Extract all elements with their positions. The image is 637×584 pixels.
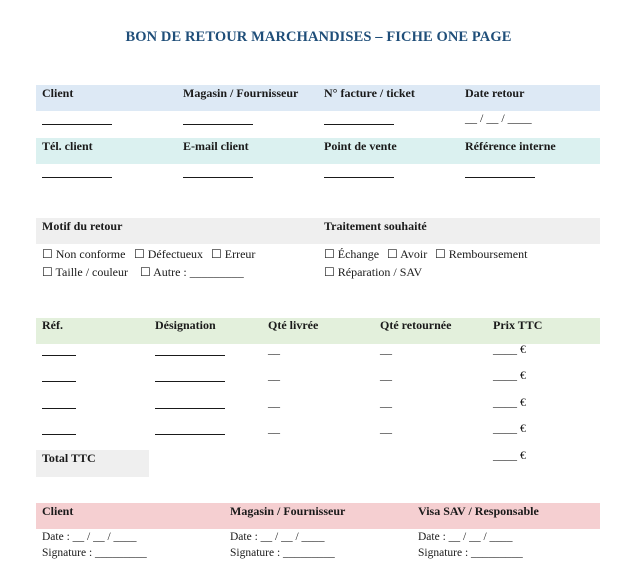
invoice-label: N° facture / ticket bbox=[324, 86, 415, 100]
invoice-field[interactable] bbox=[324, 124, 394, 125]
column-header-qty-returned: Qté retournée bbox=[380, 318, 452, 332]
table-row-designation-field[interactable] bbox=[155, 355, 225, 356]
table-row-qty-returned[interactable]: __ bbox=[380, 342, 392, 356]
treatment-option-avoir[interactable]: ☐ Avoir bbox=[387, 247, 428, 261]
signature-visa-sign[interactable]: Signature : _________ bbox=[418, 547, 523, 559]
table-row-qty-delivered[interactable]: __ bbox=[268, 368, 280, 382]
reason-label: Motif du retour bbox=[42, 219, 123, 233]
supplier-label: Magasin / Fournisseur bbox=[183, 86, 299, 100]
column-header-designation: Désignation bbox=[155, 318, 216, 332]
treatment-option-remboursement[interactable]: ☐ Remboursement bbox=[435, 247, 528, 261]
email-label: E-mail client bbox=[183, 139, 249, 153]
reason-option-autre[interactable]: ☐ Autre : _________ bbox=[140, 265, 244, 279]
reason-option-nonconforme[interactable]: ☐ Non conforme bbox=[42, 247, 126, 261]
treatment-option-reparation[interactable]: ☐ Réparation / SAV bbox=[324, 265, 423, 279]
table-row-qty-delivered[interactable]: __ bbox=[268, 395, 280, 409]
signature-client-label: Client bbox=[42, 504, 74, 518]
page-title: BON DE RETOUR MARCHANDISES – FICHE ONE PAGE bbox=[125, 29, 512, 45]
reference-label: Référence interne bbox=[465, 139, 556, 153]
table-row-price[interactable]: ____ € bbox=[493, 342, 526, 356]
reason-option-erreur[interactable]: ☐ Erreur bbox=[211, 247, 256, 261]
store-label: Point de vente bbox=[324, 139, 397, 153]
table-row-designation-field[interactable] bbox=[155, 434, 225, 435]
treatment-option-echange[interactable]: ☐ Échange bbox=[324, 247, 380, 261]
return-date-label: Date retour bbox=[465, 86, 525, 100]
table-row-designation-field[interactable] bbox=[155, 381, 225, 382]
phone-field[interactable] bbox=[42, 177, 112, 178]
reference-field[interactable] bbox=[465, 177, 535, 178]
total-label: Total TTC bbox=[42, 451, 96, 465]
table-row-qty-delivered[interactable]: __ bbox=[268, 421, 280, 435]
table-row-ref-field[interactable] bbox=[42, 434, 76, 435]
column-header-ref: Réf. bbox=[42, 318, 63, 332]
table-row-qty-returned[interactable]: __ bbox=[380, 395, 392, 409]
signature-supplier-sign[interactable]: Signature : _________ bbox=[230, 547, 335, 559]
signature-visa-label: Visa SAV / Responsable bbox=[418, 504, 539, 518]
table-row-qty-returned[interactable]: __ bbox=[380, 368, 392, 382]
treatment-label: Traitement souhaité bbox=[324, 219, 427, 233]
table-row-price[interactable]: ____ € bbox=[493, 395, 526, 409]
table-row-ref-field[interactable] bbox=[42, 408, 76, 409]
reason-option-defectueux[interactable]: ☐ Défectueux bbox=[134, 247, 204, 261]
supplier-field[interactable] bbox=[183, 124, 253, 125]
table-row-designation-field[interactable] bbox=[155, 408, 225, 409]
signature-client-sign[interactable]: Signature : _________ bbox=[42, 547, 147, 559]
column-header-qty-delivered: Qté livrée bbox=[268, 318, 319, 332]
return-date-field[interactable]: __ / __ / ____ bbox=[465, 111, 532, 125]
phone-label: Tél. client bbox=[42, 139, 93, 153]
table-row-price[interactable]: ____ € bbox=[493, 421, 526, 435]
email-field[interactable] bbox=[183, 177, 253, 178]
signature-supplier-label: Magasin / Fournisseur bbox=[230, 504, 346, 518]
table-row-price[interactable]: ____ € bbox=[493, 368, 526, 382]
total-price-field[interactable]: ____ € bbox=[493, 448, 526, 462]
table-row-ref-field[interactable] bbox=[42, 355, 76, 356]
client-field[interactable] bbox=[42, 124, 112, 125]
store-field[interactable] bbox=[324, 177, 394, 178]
column-header-price: Prix TTC bbox=[493, 318, 543, 332]
signature-visa-date[interactable]: Date : __ / __ / ____ bbox=[418, 531, 513, 543]
reason-option-taille[interactable]: ☐ Taille / couleur bbox=[42, 265, 129, 279]
client-label: Client bbox=[42, 86, 74, 100]
table-row-qty-delivered[interactable]: __ bbox=[268, 342, 280, 356]
table-row-ref-field[interactable] bbox=[42, 381, 76, 382]
table-row-qty-returned[interactable]: __ bbox=[380, 421, 392, 435]
signature-client-date[interactable]: Date : __ / __ / ____ bbox=[42, 531, 137, 543]
signature-supplier-date[interactable]: Date : __ / __ / ____ bbox=[230, 531, 325, 543]
